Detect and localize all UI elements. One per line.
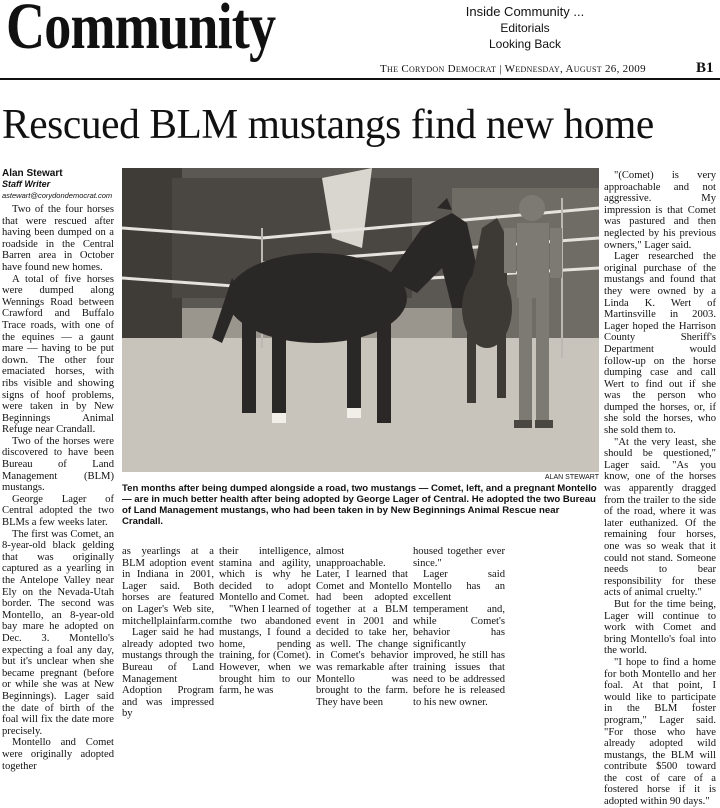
paragraph: Montello and Comet were originally adopted together [2,737,114,772]
photo-credit: ALAN STEWART [544,474,599,481]
paragraph: housed together ever since." [413,546,505,569]
author-role: Staff Writer [2,179,51,189]
article-column-5 [413,546,505,720]
author-email[interactable]: astewart@corydondemocrat.com [2,191,113,200]
paragraph: Two of the horses were discovered to have been Bureau of Land Management (BLM) mustangs. [2,435,114,494]
article-column-4 [316,546,408,720]
paragraph: Lager said he had already adopted two mustangs through the Bureau of Land Management Adoption Program and was impressed by [122,627,214,720]
paragraph: "I hope to find a home for both Montello and her foal. At that point, I would like to participate in the BLM foster program," Lager said. "For those who have already adopted wild mustangs, the BLM will contribute $500 toward the cost of care of a fostered horse if it is adopted within 90 days." [604,656,716,808]
paragraph: Lager researched the original purchase of the mustangs and found that they were owned by a Linda K. Wert of Martinsville in 2003. Lager hoped the Harrison County Sheriff's Department would follow-up on the horse dumping case and call Wert to find out if she was the person who dumped the horses, or, if she sold the horses, who she sold them to. [604,251,716,437]
byline [2,168,112,201]
paragraph: A total of five horses were dumped along Wennings Road between Crawford and Buffalo Trace roads, with one of the equines — a gaunt mare — having to be put down. The other four emaciated horses, with ribs visible and showing signs of hoof problems, were taken in by New Beginnings Animal Refuge near Crandall. [2,273,114,436]
paragraph: "When I learned of the two abandoned mustangs, I found a home, pending training, for (Comet). However, when we brought him to our farm, he was [219,603,311,697]
article-column-3 [219,546,311,720]
masthead-rule [0,78,720,80]
paragraph: Lager said Montello has an excellent temperament and, while Comet's behavior has significantly improved, he still has training issues that need to be addressed before he is released to his new owner. [413,569,505,708]
inside-item-editorials[interactable]: Editorials [500,21,550,35]
headline: Rescued BLM mustangs find new home [2,102,654,148]
masthead [0,0,720,86]
inside-box [420,4,630,52]
paragraph: as yearlings at a BLM adoption event in Indiana in 2001, Lager said. Both horses are featured on Lager's Web site, mitchellplainfarm.com. [122,546,222,627]
paragraph: George Lager of Central adopted the two BLMs a few weeks later. [2,493,114,529]
bottom-columns [122,546,600,720]
inside-header: Inside Community ... [465,4,585,19]
paragraph: "(Comet) is very approachable and not aggressive. My impression is that Comet was pastured and then neglected by his previous owners," Lager said. [604,170,716,251]
paragraph: The first was Comet, an 8-year-old black gelding that was originally captured as a yearling in the Antelope Valley near Ely on the Nevada-Utah border. The second was Montello, an 8-year-old bay mare he adopted on Dec. 3. Montello's expecting a foal any day, but it's unclear when she became pregnant (before or while she was at New Beginnings). Lager said the date of birth of the foal will fix the date more precisely. [2,528,114,737]
paragraph: Two of the four horses that were rescued after having been dumped on a roadside in the Central Barren area in October have found new homes. [2,204,114,273]
article-column-6 [604,170,716,808]
author-name: Alan Stewart [2,168,63,179]
inside-item-looking-back[interactable]: Looking Back [488,37,562,51]
article-column-2 [122,546,222,720]
section-title: Community [6,0,276,63]
paragraph: "At the very least, she should be questioned," Lager said. "As you know, one of the horses was apparently dragged from the trailer to the side of the road, where it was later euthanized. Of the remaining four horses, one was so weak that it could not stand. Someone needs to bear responsibility for these acts of animal cruelty." [604,436,716,599]
paragraph: their intelligence, stamina and agility, which is why he decided to adopt Montello and Comet. [219,546,311,604]
article-column-1 [2,204,114,772]
paragraph: almost unapproachable. Later, I learned that Comet and Montello had been adopted together at a BLM event in 2001 and decided to take her, as well. The change in Comet's behavior was remarkable after Montello was brought to the farm. They have been [316,546,408,708]
horse-photo-illustration [122,168,599,472]
photo-caption: Ten months after being dumped alongside a road, two mustangs — Comet, left, and a pregnant Montello — are in much better health after being adopted by George Lager of Central. He adopted the two Bureau of Land Management mustangs, who had been taken in by New Beginnings Animal Rescue near Crandall. [122,483,597,527]
paragraph: But for the time being, Lager will continue to work with Comet and bring Montello's foal into the world. [604,598,716,657]
horse-photo [122,168,599,472]
page-number: B1 [696,60,714,76]
dateline: The Corydon Democrat | Wednesday, August 26, 2009 [380,63,646,75]
